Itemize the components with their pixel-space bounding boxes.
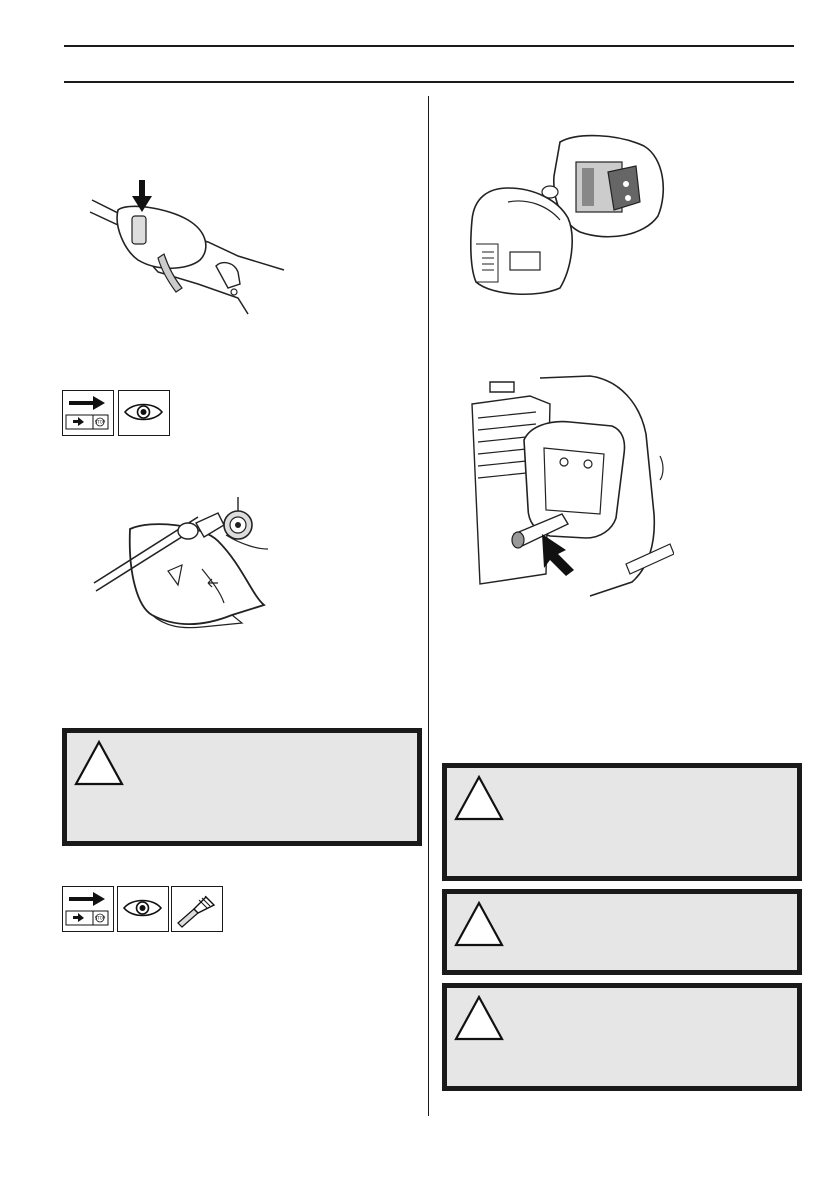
header-rule-top: [64, 45, 794, 47]
stop-switch-icon: [62, 886, 114, 932]
warning-triangle-icon: [453, 774, 505, 822]
eye-icon: [118, 390, 170, 436]
brush-icon: [171, 886, 223, 932]
warning-box-right-2: [442, 889, 802, 975]
stop-label: STOP: [94, 915, 106, 921]
trimmer-guard-illustration: [92, 495, 274, 635]
warning-box-right-1: [442, 763, 802, 881]
header-rule-bottom: [64, 81, 794, 83]
engine-detail-illustration: [470, 374, 674, 600]
throttle-handle-illustration: [88, 180, 288, 320]
stop-label: STOP: [94, 419, 106, 425]
warning-triangle-icon: [453, 900, 505, 948]
stop-switch-icon: [62, 390, 114, 436]
warning-box-left: [62, 728, 422, 846]
warning-triangle-icon: [73, 739, 125, 787]
eye-icon: [117, 886, 169, 932]
column-divider: [428, 96, 429, 1116]
warning-triangle-icon: [453, 994, 505, 1042]
engine-cover-illustration: [468, 132, 672, 298]
warning-box-right-3: [442, 983, 802, 1091]
